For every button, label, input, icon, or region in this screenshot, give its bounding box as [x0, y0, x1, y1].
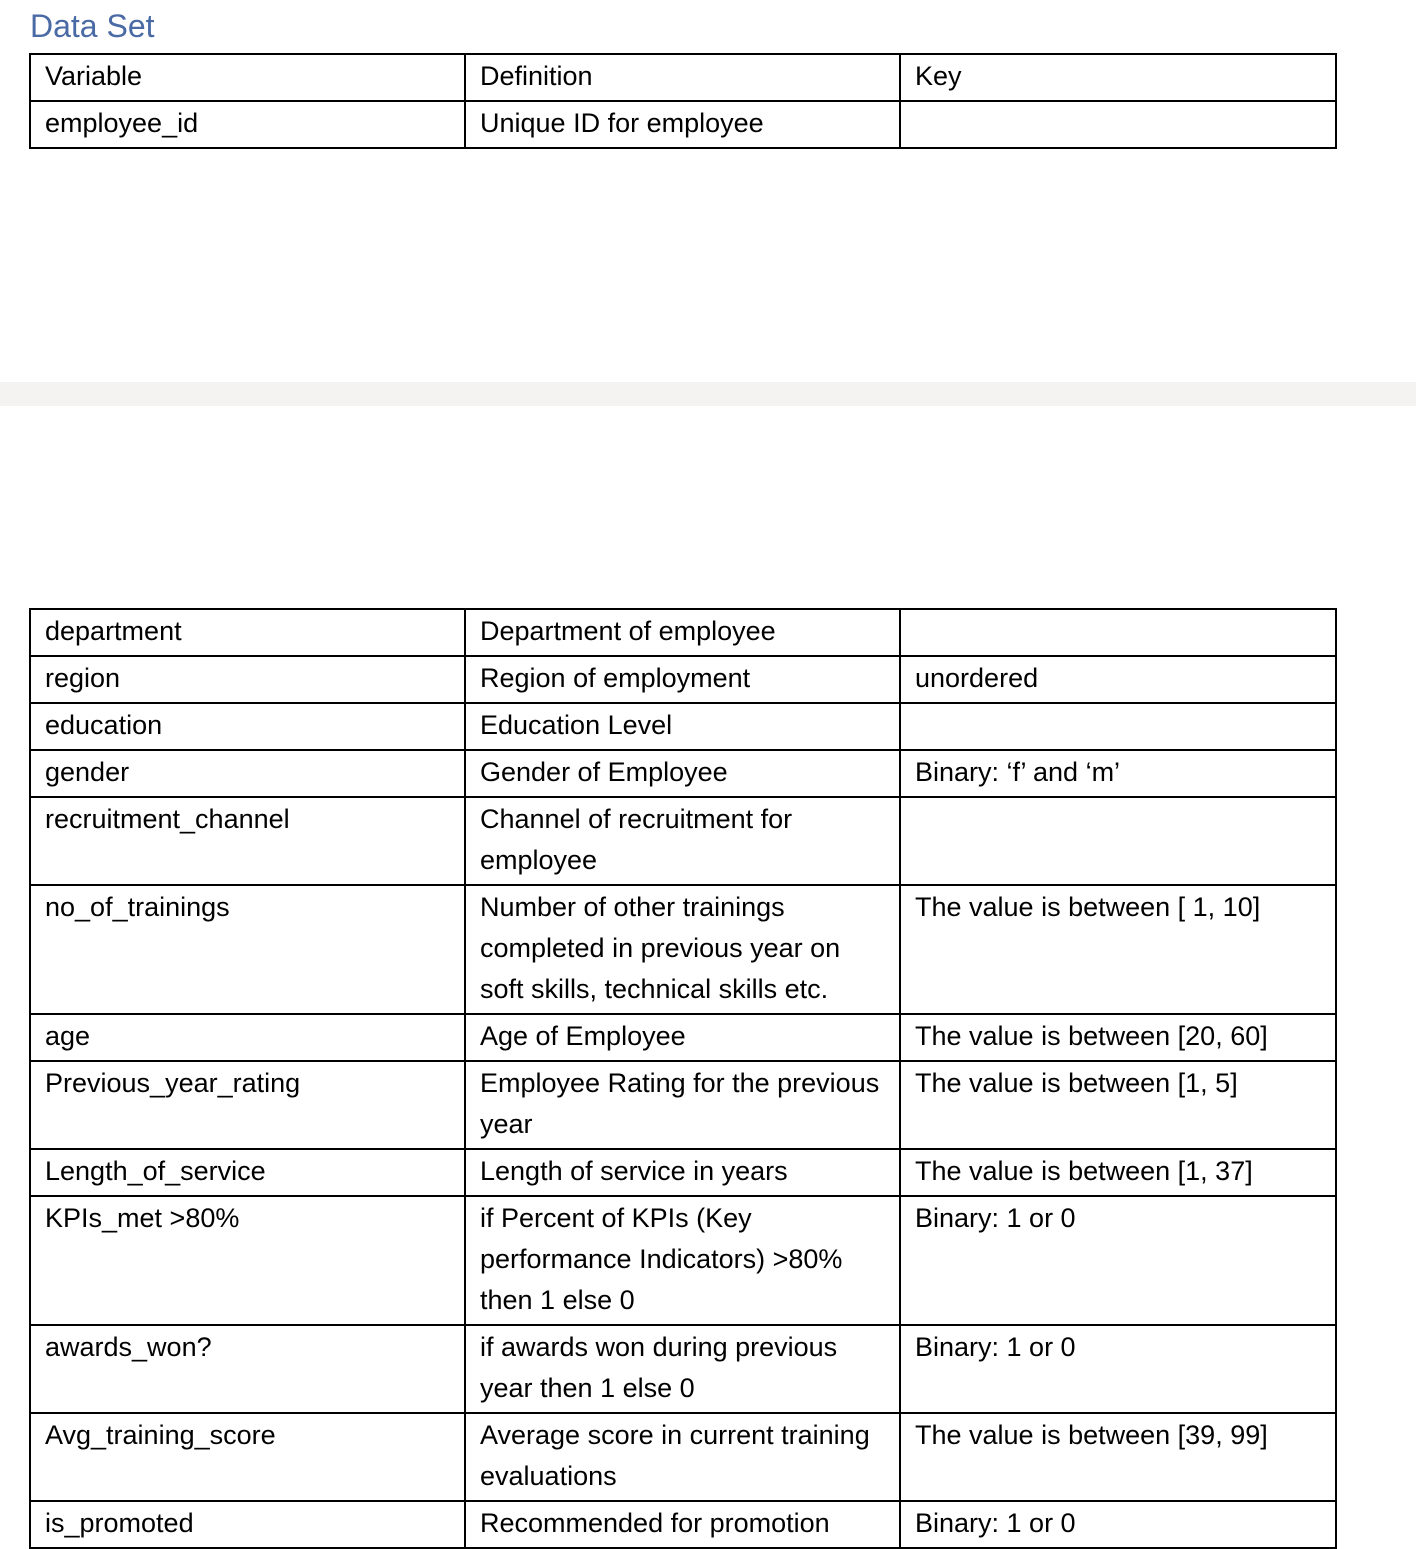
cell-key — [900, 703, 1336, 750]
table-row — [30, 1061, 1336, 1149]
data-set-table-body — [29, 608, 1337, 1549]
cell-definition: Channel of recruitment for employee — [465, 797, 900, 885]
table-row — [30, 1413, 1336, 1501]
cell-variable: Avg_training_score — [30, 1413, 465, 1501]
cell-definition: Age of Employee — [465, 1014, 900, 1061]
cell-key: The value is between [1, 5] — [900, 1061, 1336, 1149]
table-row — [30, 1325, 1336, 1413]
table-row — [30, 656, 1336, 703]
section-heading: Data Set — [30, 8, 155, 44]
cell-variable: is_promoted — [30, 1501, 465, 1548]
cell-key: unordered — [900, 656, 1336, 703]
cell-key — [900, 797, 1336, 885]
cell-variable: Length_of_service — [30, 1149, 465, 1196]
table-row — [30, 1149, 1336, 1196]
cell-key: The value is between [20, 60] — [900, 1014, 1336, 1061]
cell-key: Binary: 1 or 0 — [900, 1501, 1336, 1548]
cell-variable: employee_id — [30, 101, 465, 148]
cell-definition: if Percent of KPIs (Key performance Indicators) >80% then 1 else 0 — [465, 1196, 900, 1325]
cell-variable: recruitment_channel — [30, 797, 465, 885]
table-row — [30, 703, 1336, 750]
header-key: Key — [900, 54, 1336, 101]
table-row — [30, 609, 1336, 656]
table-row — [30, 885, 1336, 1014]
cell-key: The value is between [1, 37] — [900, 1149, 1336, 1196]
cell-variable: age — [30, 1014, 465, 1061]
header-variable: Variable — [30, 54, 465, 101]
page-break-divider — [0, 382, 1416, 406]
cell-definition: Unique ID for employee — [465, 101, 900, 148]
cell-definition: Length of service in years — [465, 1149, 900, 1196]
cell-definition: Gender of Employee — [465, 750, 900, 797]
data-set-table-header — [29, 53, 1337, 149]
cell-key — [900, 609, 1336, 656]
cell-variable: department — [30, 609, 465, 656]
table-row — [30, 101, 1336, 148]
cell-key: The value is between [ 1, 10] — [900, 885, 1336, 1014]
cell-variable: region — [30, 656, 465, 703]
cell-variable: gender — [30, 750, 465, 797]
cell-key: Binary: 1 or 0 — [900, 1196, 1336, 1325]
table-row — [30, 1501, 1336, 1548]
cell-definition: if awards won during previous year then 1 else 0 — [465, 1325, 900, 1413]
cell-variable: no_of_trainings — [30, 885, 465, 1014]
cell-definition: Employee Rating for the previous year — [465, 1061, 900, 1149]
cell-definition: Recommended for promotion — [465, 1501, 900, 1548]
cell-definition: Region of employment — [465, 656, 900, 703]
cell-variable: KPIs_met >80% — [30, 1196, 465, 1325]
cell-variable: awards_won? — [30, 1325, 465, 1413]
cell-definition: Number of other trainings completed in previous year on soft skills, technical skills etc. — [465, 885, 900, 1014]
cell-definition: Education Level — [465, 703, 900, 750]
table-row — [30, 1196, 1336, 1325]
table-row — [30, 797, 1336, 885]
table-row — [30, 1014, 1336, 1061]
header-definition: Definition — [465, 54, 900, 101]
table-header-row — [30, 54, 1336, 101]
cell-key: Binary: 1 or 0 — [900, 1325, 1336, 1413]
cell-key: Binary: ‘f’ and ‘m’ — [900, 750, 1336, 797]
cell-key — [900, 101, 1336, 148]
cell-definition: Average score in current training evaluations — [465, 1413, 900, 1501]
table-row — [30, 750, 1336, 797]
cell-variable: education — [30, 703, 465, 750]
cell-key: The value is between [39, 99] — [900, 1413, 1336, 1501]
cell-variable: Previous_year_rating — [30, 1061, 465, 1149]
cell-definition: Department of employee — [465, 609, 900, 656]
